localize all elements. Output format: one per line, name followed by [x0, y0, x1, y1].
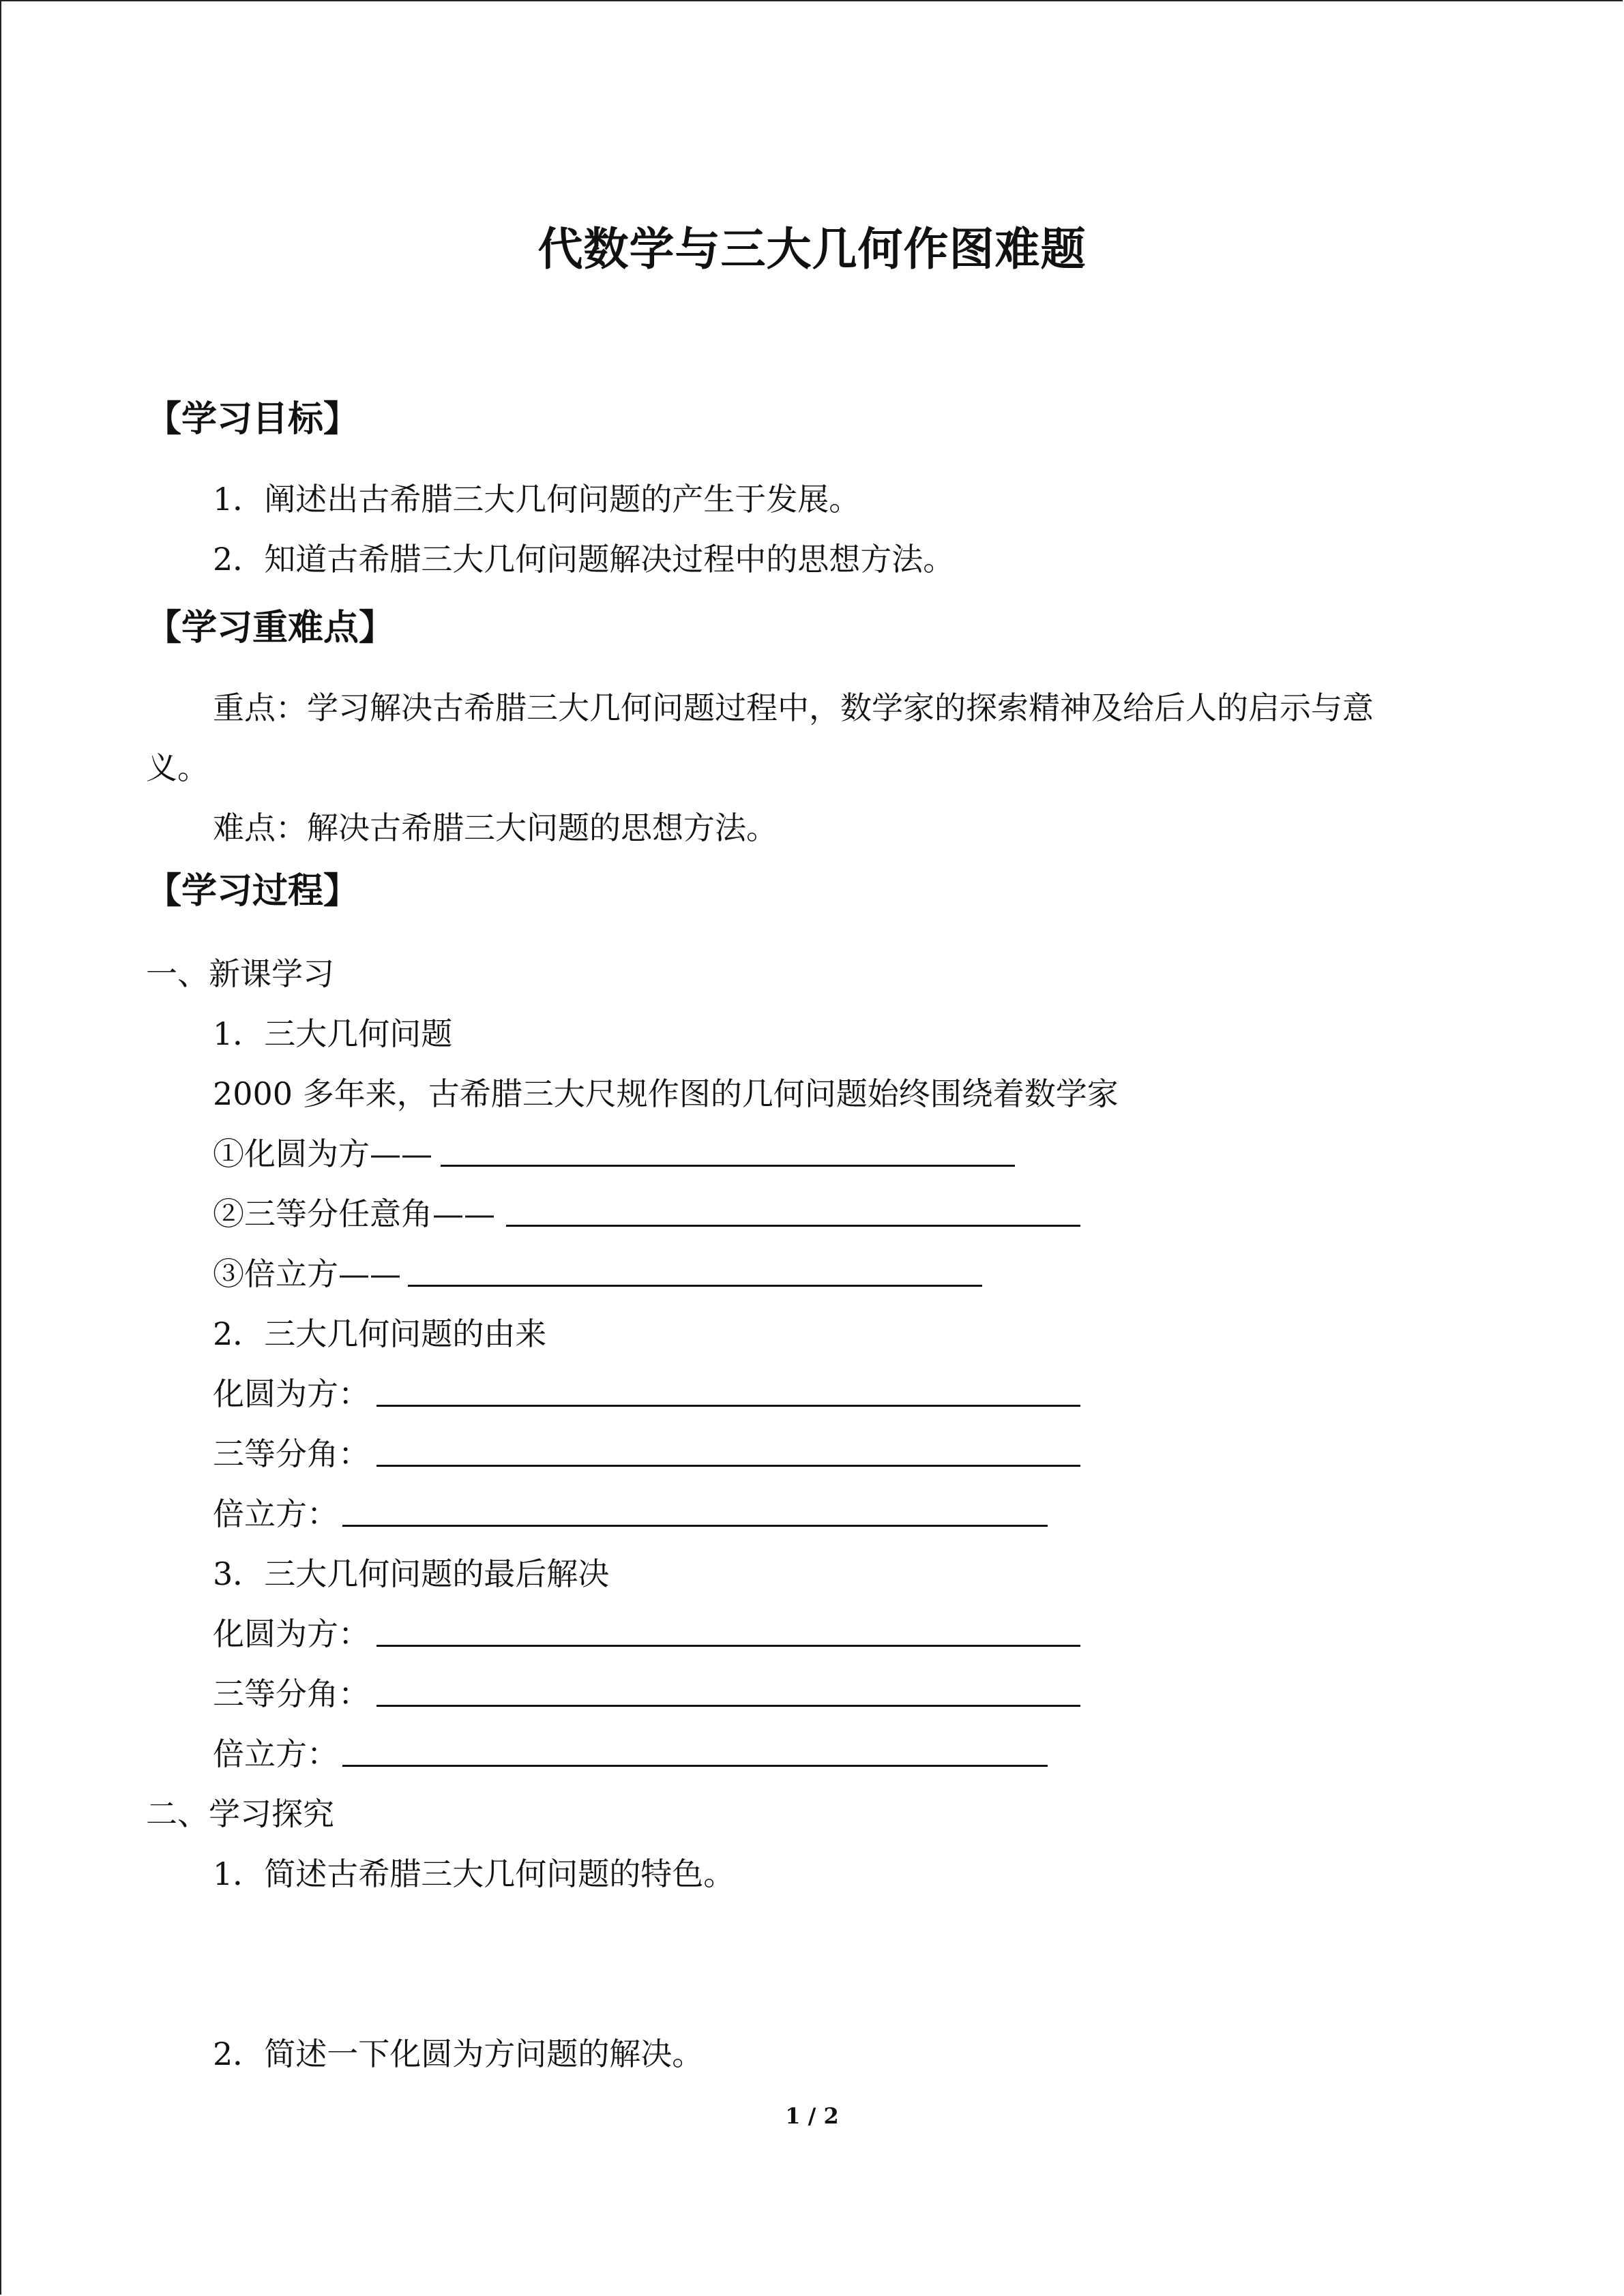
part1-q3-title: 3．三大几何问题的最后解决	[213, 1555, 610, 1592]
solution-label-circle: 化圆为方：	[213, 1615, 370, 1652]
document-title: 代数学与三大几何作图难题	[537, 223, 1087, 275]
origin-label-cube: 倍立方：	[213, 1495, 338, 1532]
answer-blank[interactable]	[441, 1165, 1015, 1167]
process-heading: 【学习过程】	[146, 871, 359, 912]
problem-label-cube: ③倍立方——	[213, 1255, 401, 1292]
answer-blank[interactable]	[506, 1225, 1080, 1227]
difficulty-text: 难点：解决古希腊三大问题的思想方法。	[213, 809, 778, 846]
part2-question-1: 1．简述古希腊三大几何问题的特色。	[213, 1855, 735, 1892]
answer-blank[interactable]	[377, 1465, 1080, 1467]
origin-label-circle: 化圆为方：	[213, 1375, 370, 1412]
part1-q1-intro: 2000 多年来，古希腊三大尺规作图的几何问题始终围绕着数学家	[213, 1075, 1119, 1112]
page-number: 1 / 2	[785, 2103, 839, 2129]
objective-item-2: 2．知道古希腊三大几何问题解决过程中的思想方法。	[213, 541, 955, 578]
answer-blank[interactable]	[377, 1645, 1080, 1647]
key-points-heading: 【学习重难点】	[146, 608, 395, 648]
solution-label-trisect: 三等分角：	[213, 1675, 370, 1712]
part1-q1-title: 1．三大几何问题	[213, 1015, 453, 1052]
part2-heading: 二、学习探究	[146, 1795, 334, 1832]
objective-item-1: 1．阐述出古希腊三大几何问题的产生于发展。	[213, 481, 861, 518]
answer-blank[interactable]	[408, 1285, 982, 1287]
answer-blank[interactable]	[342, 1765, 1048, 1767]
answer-blank[interactable]	[342, 1525, 1048, 1527]
objectives-heading: 【学习目标】	[146, 399, 359, 440]
focus-text-line1: 重点：学习解决古希腊三大几何问题过程中，数学家的探索精神及给后人的启示与意	[213, 689, 1374, 726]
problem-label-trisect: ②三等分任意角——	[213, 1195, 495, 1232]
problem-label-circle: ①化圆为方——	[213, 1135, 432, 1172]
focus-text-line2: 义。	[146, 749, 209, 786]
part1-q2-title: 2．三大几何问题的由来	[213, 1315, 547, 1352]
answer-blank[interactable]	[377, 1405, 1080, 1407]
part2-question-2: 2．简述一下化圆为方问题的解决。	[213, 2036, 704, 2072]
solution-label-cube: 倍立方：	[213, 1735, 338, 1772]
origin-label-trisect: 三等分角：	[213, 1435, 370, 1472]
part1-heading: 一、新课学习	[146, 955, 334, 992]
answer-blank[interactable]	[377, 1705, 1080, 1707]
